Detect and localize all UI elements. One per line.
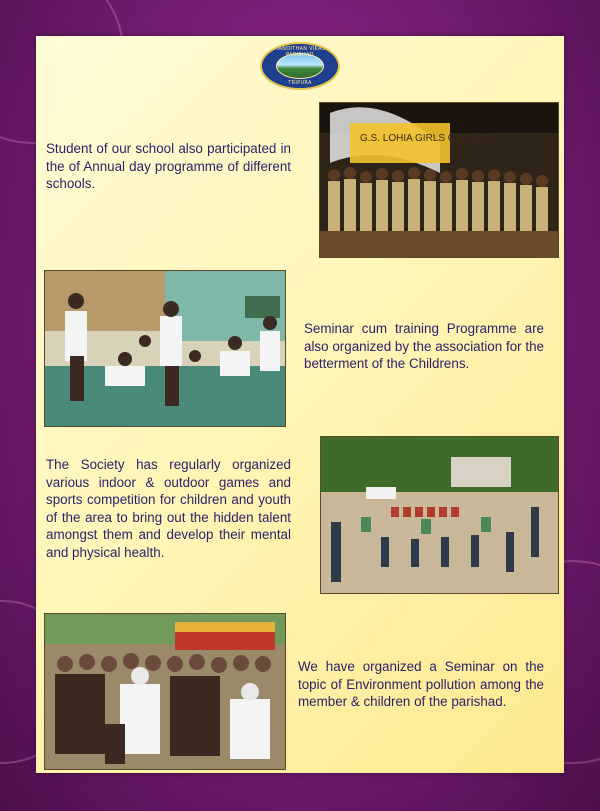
annual-day-photo <box>319 102 559 258</box>
organization-logo <box>260 42 340 90</box>
environment-text: We have organized a Seminar on the topic of Environment pollution among the member & children of the parishad. <box>298 659 544 710</box>
logo-bottom-text: TRIPURA <box>288 80 312 86</box>
seminar-training-text: Seminar cum training Programme are also organized by the association for the betterment of the Childrens. <box>304 321 544 372</box>
stage-sign-text: G.S. LOHIA GIRLS COLLEGE <box>360 133 496 144</box>
games-text: The Society has regularly organized various indoor & outdoor games and sports competition for children and youth of the area to bring out the hidden talent amongst them and develop their mental and physical health. <box>46 457 291 560</box>
content-panel <box>36 36 564 773</box>
environment-seminar-photo <box>44 613 286 770</box>
seminar-training-photo <box>44 270 286 427</box>
annual-day-text: Student of our school also participated in the of Annual day programme of different schools. <box>46 141 291 192</box>
outdoor-games-photo <box>320 436 559 594</box>
logo-top-text: CHANDITHAN VIKASH PARISHAD <box>270 46 330 58</box>
